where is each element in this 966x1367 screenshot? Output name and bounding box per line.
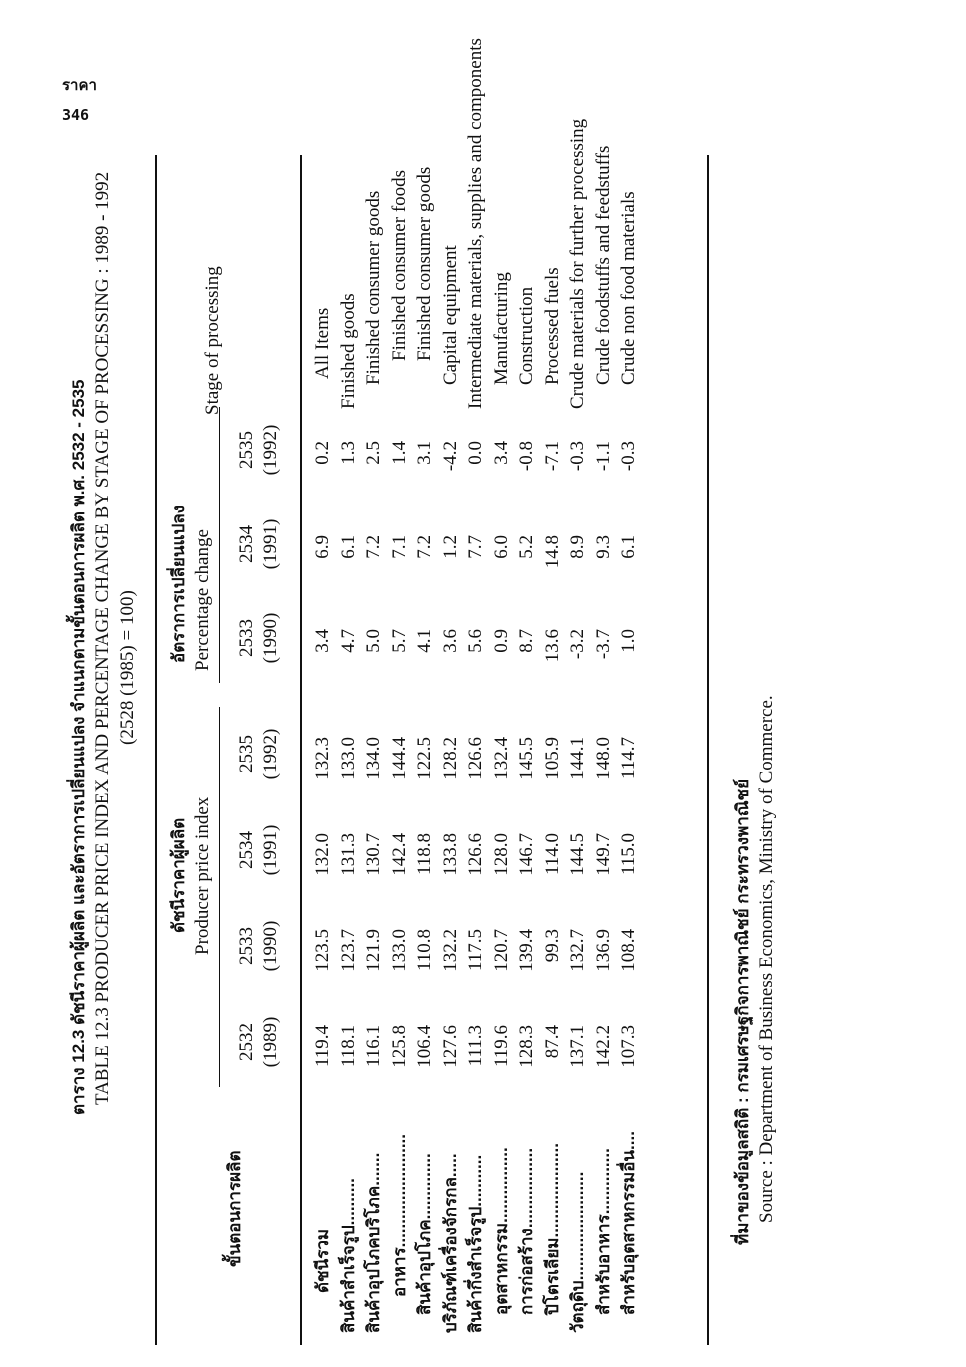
stage-english: Capital equipment <box>439 245 461 385</box>
ppi-value: 121.9 <box>363 929 384 972</box>
pct-year-thai: 2535 <box>236 431 257 469</box>
stage-thai: ปิโตรเลียม.................... <box>542 1143 562 1315</box>
pct-value: -4.2 <box>439 441 461 472</box>
rotated-table-block <box>60 38 760 1345</box>
stage-thai: สินค้าอุปโภค.............. <box>415 1153 434 1315</box>
stage-thai: อาหาร........................ <box>389 1134 409 1297</box>
stage-thai: อุตสาหกรรม................ <box>491 1147 511 1315</box>
ppi-value: 133.0 <box>388 929 410 972</box>
table-title-english: TABLE 12.3 PRODUCER PRICE INDEX AND PERCENTAGE CHANGE BY STAGE OF PROCESSING : 1989 - 1992 <box>92 171 113 1105</box>
source-thai: ที่มาของข้อมูลสถิติ : กรมเศรษฐกิจการพาณิชย์ กระทรวงพาณิชย์ <box>733 778 752 1245</box>
ppi-value: 119.6 <box>490 1025 512 1068</box>
pct-value: 8.7 <box>516 629 537 653</box>
ppi-value: 120.7 <box>490 929 512 972</box>
stage-english: Intermediate materials, supplies and components <box>465 38 486 409</box>
ppi-value: 137.1 <box>567 1025 588 1068</box>
stage-thai: สำหรับอาหาร.............. <box>593 1148 613 1315</box>
ppi-value: 144.5 <box>567 833 588 876</box>
ppi-value: 128.0 <box>490 833 512 876</box>
pct-value: 6.1 <box>337 535 359 559</box>
stage-header-thai: ขั้นตอนการผลิต <box>225 1150 244 1267</box>
ppi-value: 114.0 <box>541 833 563 876</box>
pct-value: 3.4 <box>490 441 512 465</box>
page-section-label: ราคา <box>62 76 97 94</box>
ppi-value: 132.4 <box>490 737 512 780</box>
stage-english: Finished consumer foods <box>388 169 410 361</box>
ppi-value: 125.8 <box>388 1025 410 1068</box>
ppi-value: 122.5 <box>414 737 435 780</box>
ppi-value: 123.5 <box>312 929 333 972</box>
ppi-value: 118.1 <box>337 1025 359 1068</box>
ppi-value: 99.3 <box>541 929 563 963</box>
stage-thai: การก่อสร้าง................. <box>517 1147 536 1315</box>
ppi-value: 118.8 <box>414 833 435 876</box>
ppi-value: 132.2 <box>439 929 461 972</box>
table-base-year: (2528 (1985) = 100) <box>117 590 138 745</box>
ppi-value: 117.5 <box>465 929 486 972</box>
stage-thai: สำหรับอุตสาหกรรมอื่น.... <box>619 1131 638 1315</box>
source-block <box>720 645 780 1245</box>
pct-value: 7.7 <box>465 535 486 559</box>
pct-year-ad: (1990) <box>260 612 281 664</box>
stage-thai: สินค้าอุปโภคบริโภค....... <box>364 1152 383 1333</box>
pct-year-thai: 2533 <box>236 619 257 657</box>
ppi-value: 132.3 <box>312 737 333 780</box>
ppi-value: 87.4 <box>541 1025 563 1059</box>
stage-english: Processed fuels <box>541 267 563 385</box>
top-rule <box>155 155 157 1345</box>
stage-english: Crude materials for further processing <box>567 118 588 409</box>
ppi-value: 144.4 <box>388 737 410 780</box>
ppi-value: 127.6 <box>439 1025 461 1068</box>
ppi-value: 107.3 <box>618 1025 639 1068</box>
ppi-value: 148.0 <box>592 737 614 780</box>
ppi-value: 106.4 <box>414 1025 435 1068</box>
pct-value: 5.7 <box>388 629 410 653</box>
ppi-value: 115.0 <box>618 833 639 876</box>
pct-value: 14.8 <box>541 535 563 569</box>
ppi-value: 145.5 <box>516 737 537 780</box>
stage-english: All Items <box>312 307 333 379</box>
ppi-value: 149.7 <box>592 833 614 876</box>
page-number: 346 <box>62 106 90 124</box>
page-header <box>62 70 97 130</box>
pct-year-ad: (1992) <box>260 424 281 476</box>
bottom-rule <box>707 155 709 1345</box>
pct-value: 1.4 <box>388 441 410 465</box>
pct-value: 0.9 <box>490 629 512 653</box>
pct-value: 3.4 <box>312 629 333 653</box>
pct-header-english: Percentage change <box>192 529 213 671</box>
ppi-value: 105.9 <box>541 737 563 780</box>
ppi-header-thai: ดัชนีราคาผู้ผลิต <box>169 817 188 933</box>
ppi-value: 132.0 <box>312 833 333 876</box>
ppi-year-thai: 2532 <box>236 1023 257 1061</box>
pct-value: 5.6 <box>465 629 486 653</box>
ppi-value: 114.7 <box>618 737 639 780</box>
pct-value: 5.2 <box>516 535 537 559</box>
ppi-value: 144.1 <box>567 737 588 780</box>
stage-english: Finished consumer goods <box>363 190 384 385</box>
pct-value: 1.3 <box>337 441 359 465</box>
pct-value: -0.8 <box>516 441 537 472</box>
pct-value: -1.1 <box>592 441 614 472</box>
ppi-value: 132.7 <box>567 929 588 972</box>
pct-value: 0.2 <box>312 441 333 465</box>
pct-value: 9.3 <box>592 535 614 559</box>
stage-english: Manufacturing <box>490 272 512 385</box>
ppi-value: 123.7 <box>337 929 359 972</box>
ppi-value: 133.0 <box>337 737 359 780</box>
stage-english: Crude non food materials <box>618 191 639 385</box>
pct-value: 3.1 <box>414 441 435 465</box>
pct-value: 4.7 <box>337 629 359 653</box>
pct-value: 6.0 <box>490 535 512 559</box>
pct-value: 6.9 <box>312 535 333 559</box>
ppi-value: 130.7 <box>363 833 384 876</box>
header-bottom-rule <box>300 155 302 1345</box>
stage-english: Finished consumer goods <box>414 166 435 361</box>
stage-thai: ดัชนีรวม <box>313 1228 332 1293</box>
ppi-value: 126.6 <box>465 833 486 876</box>
pct-value: -3.7 <box>592 629 614 660</box>
stage-header-english: Stage of processing <box>202 266 223 415</box>
table-title-thai: ตาราง 12.3 ดัชนีราคาผู้ผลิต และอัตราการเปลี่ยนแปลง จำแนกตามขั้นตอนการผลิต พ.ศ. 2532 - 2535 <box>69 379 88 1115</box>
ppi-header-english: Producer price index <box>192 796 213 955</box>
pct-value: 2.5 <box>363 441 384 465</box>
pct-year-ad: (1991) <box>260 518 281 570</box>
ppi-year-ad: (1992) <box>260 728 281 780</box>
ppi-year-ad: (1991) <box>260 824 281 876</box>
ppi-value: 133.8 <box>439 833 461 876</box>
pct-value: 8.9 <box>567 535 588 559</box>
pct-value: 6.1 <box>618 535 639 559</box>
ppi-value: 128.3 <box>516 1025 537 1068</box>
stage-thai: วัตถุดิบ....................... <box>568 1171 587 1333</box>
pct-value: 7.2 <box>414 535 435 559</box>
ppi-value: 131.3 <box>337 833 359 876</box>
pct-value: 4.1 <box>414 629 435 653</box>
stage-thai: สินค้าสำเร็จรูป.......... <box>338 1178 358 1333</box>
stage-thai: สินค้ากึ่งสำเร็จรูป........... <box>466 1154 485 1333</box>
pct-header-rule <box>219 407 220 683</box>
pct-value: 3.6 <box>439 629 461 653</box>
pct-value: -7.1 <box>541 441 563 472</box>
ppi-year-thai: 2533 <box>236 927 257 965</box>
ppi-year-ad: (1990) <box>260 920 281 972</box>
ppi-value: 128.2 <box>439 737 461 780</box>
ppi-value: 146.7 <box>516 833 537 876</box>
ppi-year-ad: (1989) <box>260 1016 281 1068</box>
ppi-value: 110.8 <box>414 929 435 972</box>
ppi-value: 119.4 <box>312 1025 333 1068</box>
ppi-value: 142.4 <box>388 833 410 876</box>
pct-year-thai: 2534 <box>236 525 257 563</box>
stage-thai: บริภัณฑ์เครื่องจักรกล..... <box>440 1153 460 1333</box>
pct-value: 5.0 <box>363 629 384 653</box>
ppi-value: 142.2 <box>592 1025 614 1068</box>
stage-english: Construction <box>516 286 537 385</box>
pct-value: 13.6 <box>541 629 563 663</box>
pct-value: 1.2 <box>439 535 461 559</box>
pct-value: 7.2 <box>363 535 384 559</box>
ppi-header-rule <box>219 707 220 1087</box>
ppi-value: 111.3 <box>465 1025 486 1067</box>
stage-english: Finished goods <box>337 293 359 409</box>
ppi-value: 134.0 <box>363 737 384 780</box>
stage-english: Crude foodstuffs and feedstuffs <box>592 145 614 385</box>
ppi-year-thai: 2534 <box>236 831 257 869</box>
pct-value: -3.2 <box>567 629 588 660</box>
pct-value: -0.3 <box>567 441 588 472</box>
pct-value: -0.3 <box>618 441 639 472</box>
pct-value: 1.0 <box>618 629 639 653</box>
ppi-value: 136.9 <box>592 929 614 972</box>
pct-value: 7.1 <box>388 535 410 559</box>
ppi-value: 126.6 <box>465 737 486 780</box>
pct-header-thai: อัตราการเปลี่ยนแปลง <box>169 505 188 663</box>
ppi-value: 139.4 <box>516 929 537 972</box>
ppi-value: 116.1 <box>363 1025 384 1068</box>
pct-value: 0.0 <box>465 441 486 465</box>
ppi-year-thai: 2535 <box>236 735 257 773</box>
source-english: Source : Department of Business Economics, Ministry of Commerce. <box>756 695 777 1223</box>
ppi-value: 108.4 <box>618 929 639 972</box>
